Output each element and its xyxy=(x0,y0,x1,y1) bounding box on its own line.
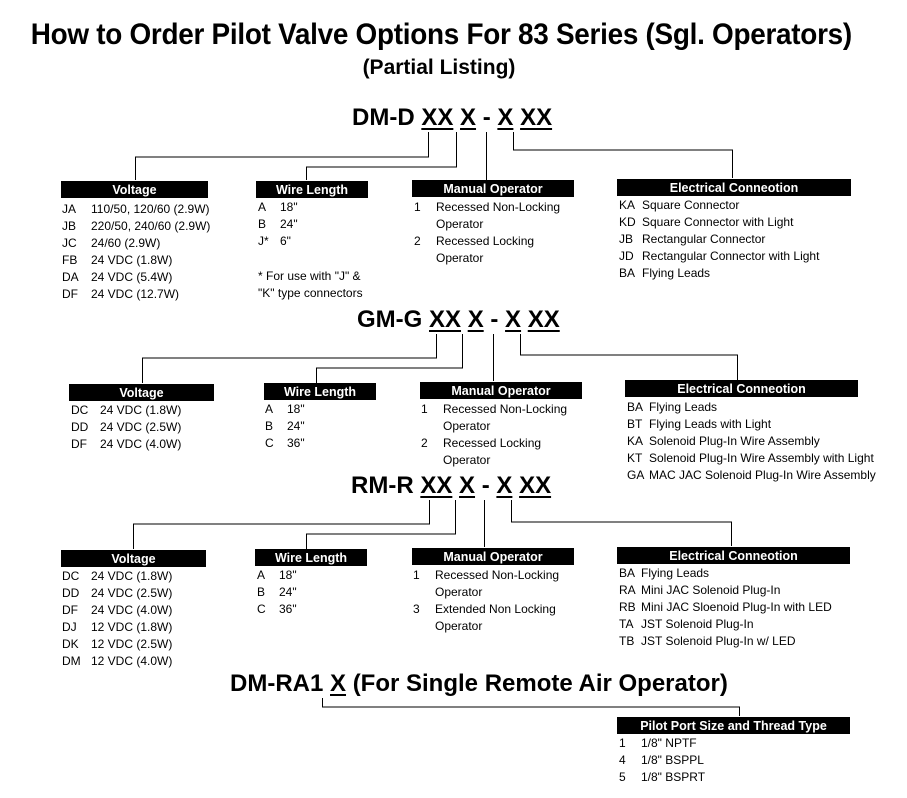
s3-elec-header: Electrical Conneotion xyxy=(617,547,850,564)
list-item: KA Square Connector xyxy=(619,198,740,212)
s1-model-code xyxy=(352,104,552,132)
list-item: DJ 12 VDC (1.8W) xyxy=(62,620,173,634)
s1-elec-header: Electrical Conneotion xyxy=(617,179,851,196)
list-item: JC 24/60 (2.9W) xyxy=(62,236,161,250)
list-item: DA 24 VDC (5.4W) xyxy=(62,270,173,284)
s2-elec-seg: XX xyxy=(527,306,560,333)
s1-elec-list xyxy=(619,197,819,282)
remote-pilot-seg: X xyxy=(330,670,347,697)
list-item: BA Flying Leads xyxy=(627,400,718,414)
list-item: DD 24 VDC (2.5W) xyxy=(71,420,182,434)
s1-manual-header: Manual Operator xyxy=(412,180,574,197)
list-item: 1 Recessed Non-Locking xyxy=(414,200,561,214)
s1-voltage-connector xyxy=(136,132,429,180)
list-item: A 18" xyxy=(258,200,298,214)
s1-wire-connector xyxy=(307,132,457,180)
list-item: 1 Recessed Non-Locking xyxy=(421,402,568,416)
s2-manual-list: 1 Recessed Non-Locking Operator 2 Recessed Locking Operator xyxy=(421,402,568,467)
list-item: J* 6" xyxy=(258,234,291,248)
s3-voltage-list xyxy=(62,568,172,670)
list-item: JA 110/50, 120/60 (2.9W) xyxy=(62,202,210,216)
s2-wire-header: Wire Length xyxy=(264,383,376,400)
s2-elec-connector xyxy=(521,334,738,380)
s2-voltage-header: Voltage xyxy=(69,384,214,401)
s2-wire-list xyxy=(265,401,305,452)
s1-wire-note: * For use with "J" & "K" type connectors xyxy=(258,269,363,300)
s2-voltage-connector xyxy=(143,334,437,383)
list-item: 5 1/8" BSPRT xyxy=(619,770,706,784)
s3-wire-seg: X xyxy=(459,472,476,499)
list-item: KD Square Connector with Light xyxy=(619,215,794,229)
s3-voltage-seg: XX xyxy=(420,472,453,499)
s3-wire-list xyxy=(257,567,297,618)
list-item: 1 Recessed Non-Locking xyxy=(413,568,560,582)
list-item: JB 220/50, 240/60 (2.9W) xyxy=(62,219,211,233)
s3-model-code xyxy=(351,472,551,500)
list-item: TA JST Solenoid Plug-In xyxy=(619,617,754,631)
list-item: BA Flying Leads xyxy=(619,566,710,580)
page-title: How to Order Pilot Valve Options For 83 Series (Sgl. Operators) xyxy=(30,18,852,51)
s1-manual-list: 1 Recessed Non-Locking Operator 2 Recessed Locking Operator xyxy=(414,200,561,265)
list-item: RB Mini JAC Sloenoid Plug-In with LED xyxy=(619,600,832,614)
s2-elec-header: Electrical Conneotion xyxy=(625,380,858,397)
list-item: JD Rectangular Connector with Light xyxy=(619,249,820,263)
s3-elec-list xyxy=(619,565,832,650)
s1-voltage-list xyxy=(62,201,210,303)
pilot-port-list xyxy=(619,735,705,786)
remote-pilot-connector xyxy=(323,698,740,716)
pilot-port-header: Pilot Port Size and Thread Type xyxy=(617,717,850,734)
list-item: 4 1/8" BSPPL xyxy=(619,753,704,767)
list-item: 2 Recessed Locking xyxy=(421,436,542,450)
list-item: 3 Extended Non Locking xyxy=(413,602,556,616)
s2-voltage-seg: XX xyxy=(429,306,462,333)
s3-manual-list: 1 Recessed Non-Locking Operator 3 Extended Non Locking Operator xyxy=(413,568,560,633)
list-item: B 24" xyxy=(265,419,305,433)
s3-prefix: RM-R xyxy=(351,472,414,499)
s3-elec-seg: XX xyxy=(519,472,552,499)
list-item: 1 1/8" NPTF xyxy=(619,736,697,750)
s3-voltage-header: Voltage xyxy=(61,550,206,567)
list-item: JB Rectangular Connector xyxy=(619,232,766,246)
list-item: A 18" xyxy=(265,402,305,416)
list-item: KA Solenoid Plug-In Wire Assembly xyxy=(627,434,820,448)
s3-dash: - xyxy=(481,472,490,499)
list-item: C 36" xyxy=(257,602,297,616)
s1-elec-connector xyxy=(514,132,733,178)
list-item: BT Flying Leads with Light xyxy=(627,417,772,431)
s1-voltage-header: Voltage xyxy=(61,181,208,198)
s1-wire-list xyxy=(258,199,298,250)
s2-elec-list xyxy=(627,399,876,484)
s2-wire-seg: X xyxy=(467,306,484,333)
s1-elec-seg: XX xyxy=(520,104,553,131)
remote-model-code xyxy=(230,670,728,698)
s3-wire-header: Wire Length xyxy=(255,549,367,566)
s3-voltage-connector xyxy=(134,500,430,549)
list-item: DF 24 VDC (12.7W) xyxy=(62,287,180,301)
s1-prefix: DM-D xyxy=(352,104,415,131)
s1-manual-seg: X xyxy=(497,104,514,131)
s2-dash: - xyxy=(490,306,499,333)
list-item: FB 24 VDC (1.8W) xyxy=(62,253,173,267)
s3-manual-seg: X xyxy=(496,472,513,499)
s3-elec-connector xyxy=(512,500,732,546)
s3-manual-header: Manual Operator xyxy=(412,548,574,565)
list-item: DK 12 VDC (2.5W) xyxy=(62,637,173,651)
list-item: RA Mini JAC Solenoid Plug-In xyxy=(619,583,781,597)
list-item: DF 24 VDC (4.0W) xyxy=(71,437,182,451)
list-item: DD 24 VDC (2.5W) xyxy=(62,586,173,600)
s2-voltage-list xyxy=(71,402,181,453)
remote-suffix: (For Single Remote Air Operator) xyxy=(352,670,728,697)
s1-wire-seg: X xyxy=(460,104,477,131)
s2-model-code xyxy=(357,306,560,334)
s1-dash: - xyxy=(482,104,491,131)
list-item: C 36" xyxy=(265,436,305,450)
list-item: B 24" xyxy=(258,217,298,231)
s1-wire-header: Wire Length xyxy=(256,181,368,198)
s2-prefix: GM-G xyxy=(357,306,423,333)
list-item: GA MAC JAC Solenoid Plug-In Wire Assembly xyxy=(627,468,876,482)
list-item: A 18" xyxy=(257,568,297,582)
s2-manual-header: Manual Operator xyxy=(420,382,582,399)
list-item: DF 24 VDC (4.0W) xyxy=(62,603,173,617)
page-subtitle: (Partial Listing) xyxy=(362,56,516,79)
list-item: DC 24 VDC (1.8W) xyxy=(71,403,182,417)
s2-manual-seg: X xyxy=(505,306,522,333)
s1-voltage-seg: XX xyxy=(421,104,454,131)
list-item: 2 Recessed Locking xyxy=(414,234,535,248)
list-item: B 24" xyxy=(257,585,297,599)
list-item: BA Flying Leads xyxy=(619,266,711,280)
list-item: KT Solenoid Plug-In Wire Assembly with Light xyxy=(627,451,874,465)
list-item: TB JST Solenoid Plug-In w/ LED xyxy=(619,634,796,648)
list-item: DM 12 VDC (4.0W) xyxy=(62,654,173,668)
remote-prefix: DM-RA1 xyxy=(230,670,324,697)
list-item: DC 24 VDC (1.8W) xyxy=(62,569,173,583)
